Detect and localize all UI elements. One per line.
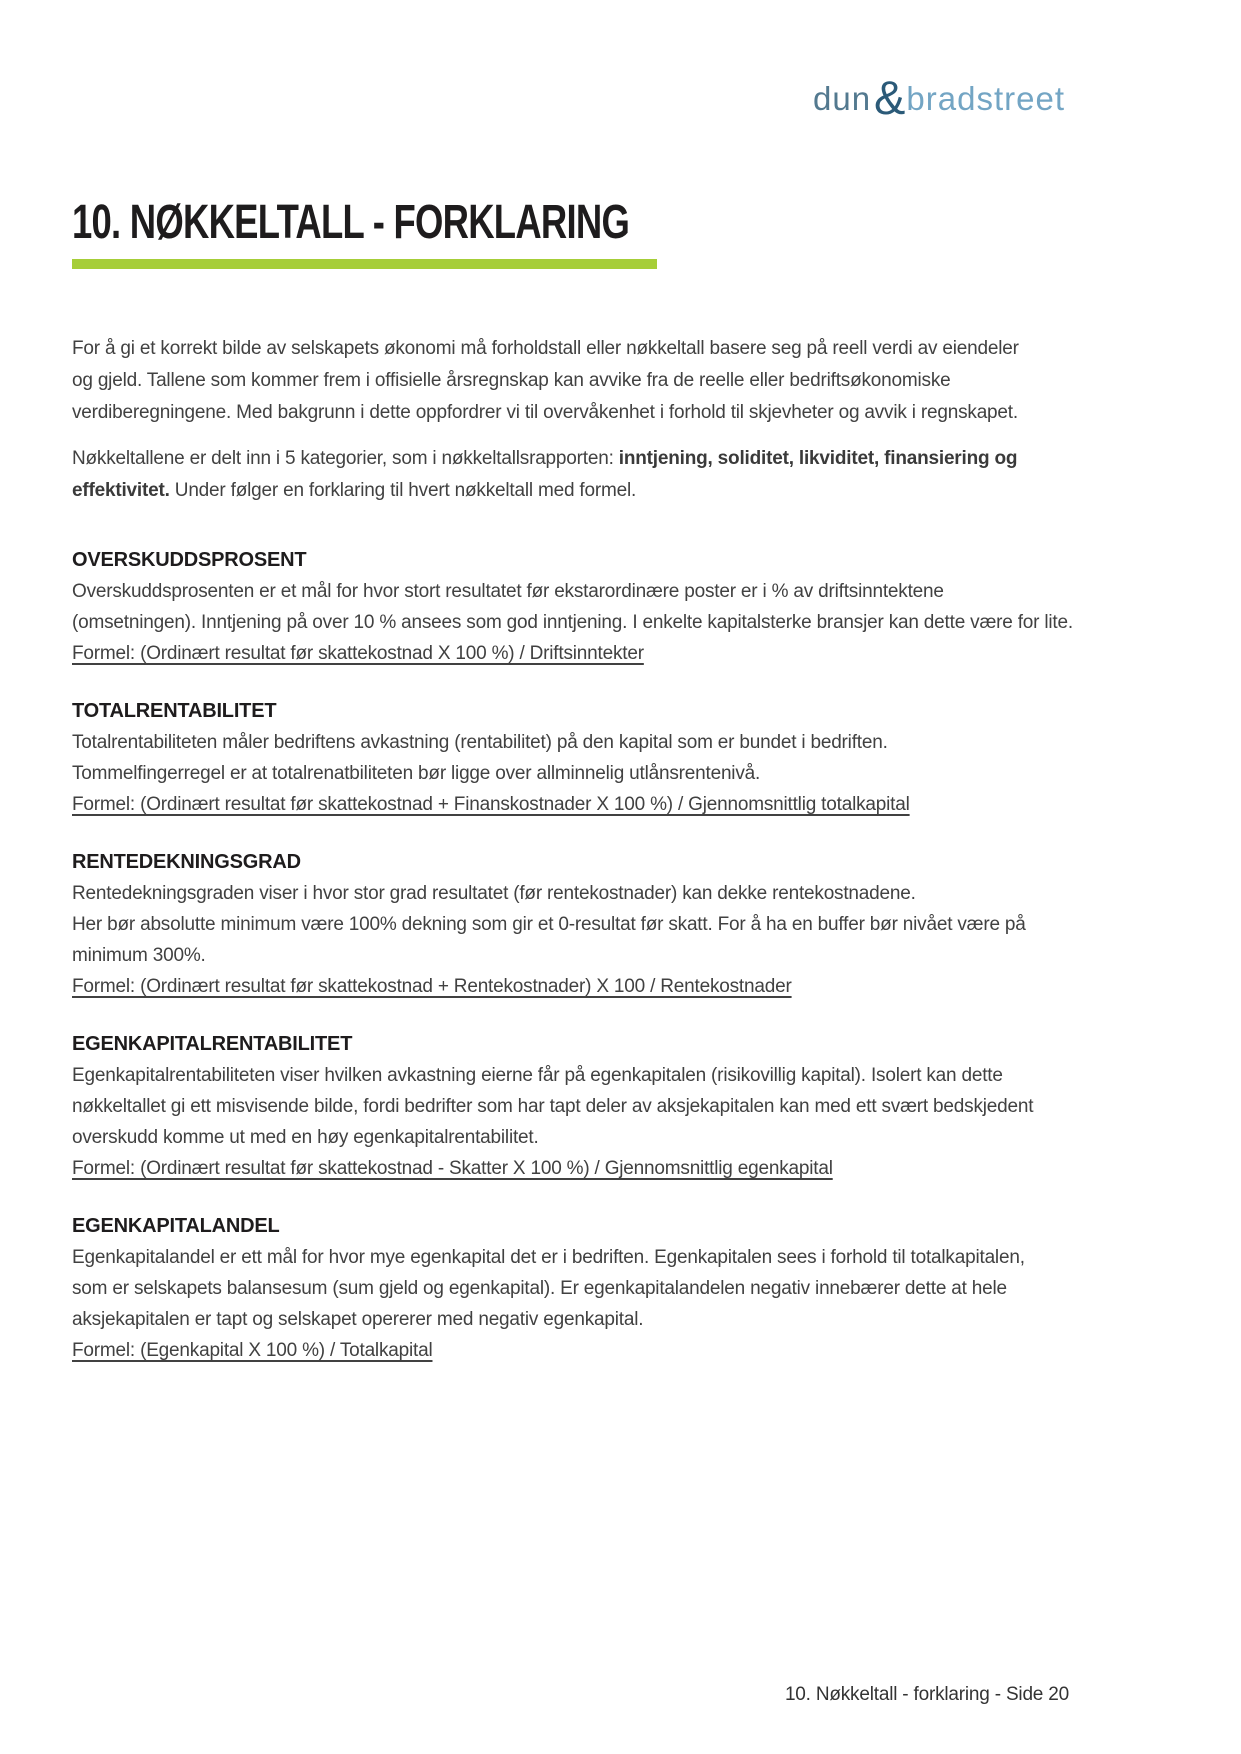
text-line: som er selskapets balansesum (sum gjeld og egenkapital). Er egenkapitalandelen negativ innebærer dette at hele <box>72 1278 1007 1299</box>
section-heading: RENTEDEKNINGSGRAD <box>72 851 301 873</box>
text-run: Under følger en forklaring til hvert nøkkeltall med formel. <box>169 480 637 501</box>
text-run-bold: inntjening, soliditet, likviditet, finansiering og <box>618 448 1018 469</box>
formula-line: Formel: (Ordinært resultat før skattekostnad + Finanskostnader X 100 %) / Gjennomsnittlig totalkapital <box>72 794 910 815</box>
logo-word-bradstreet: bradstreet <box>906 80 1065 117</box>
text-line: Totalrentabiliteten måler bedriftens avkastning (rentabilitet) på den kapital som er bundet i bedriften. <box>72 732 888 753</box>
text-line: overskudd komme ut med en høy egenkapitalrentabilitet. <box>72 1127 539 1148</box>
formula-line: Formel: (Ordinært resultat før skattekostnad - Skatter X 100 %) / Gjennomsnittlig egenkapital <box>72 1158 833 1179</box>
text-line: Rentedekningsgraden viser i hvor stor grad resultatet (før rentekostnader) kan dekke rentekostnadene. <box>72 883 916 904</box>
text-line: minimum 300%. <box>72 945 206 966</box>
section-heading: EGENKAPITALANDEL <box>72 1215 280 1237</box>
text-line: Tommelfingerregel er at totalrenatbiliteten bør ligge over allminnelig utlånsrentenivå. <box>72 763 761 784</box>
text-line: Her bør absolutte minimum være 100% dekning som gir et 0-resultat før skatt. For å ha en buffer bør nivået være på <box>72 914 1026 935</box>
formula-line: Formel: (Egenkapital X 100 %) / Totalkapital <box>72 1340 433 1361</box>
page-title: 10. NØKKELTALL - FORKLARING <box>72 196 630 249</box>
text-run: Nøkkeltallene er delt inn i 5 kategorier, som i nøkkeltallsrapporten: <box>72 448 619 469</box>
section-heading: TOTALRENTABILITET <box>72 700 277 722</box>
text-line: For å gi et korrekt bilde av selskapets økonomi må forholdstall eller nøkkeltall basere seg på reell verdi av eiendeler <box>72 338 1019 359</box>
section-overskuddsprosent <box>72 545 1082 669</box>
text-line: (omsetningen). Inntjening på over 10 % ansees som god inntjening. I enkelte kapitalsterke bransjer kan dette være for lite. <box>72 612 1073 633</box>
logo-word-dun: dun <box>812 80 872 117</box>
text-line: nøkkeltallet gi ett misvisende bilde, fordi bedrifter som har tapt deler av aksjekapitalen kan med ett svært bedskjedent <box>72 1096 1034 1117</box>
section-rentedekningsgrad <box>72 847 1082 1002</box>
section-totalrentabilitet <box>72 696 1082 820</box>
ampersand-icon: & <box>874 71 906 124</box>
text-line: Overskuddsprosenten er et mål for hvor stort resultatet før ekstarordinære poster er i % av driftsinntektene <box>72 581 944 602</box>
intro-paragraph-2 <box>72 443 1082 507</box>
text-line: og gjeld. Tallene som kommer frem i offisielle årsregnskap kan avvike fra de reelle eller bedriftsøkonomiske <box>72 370 951 391</box>
page-footer: 10. Nøkkeltall - forklaring - Side 20 <box>784 1684 1069 1705</box>
document-body <box>72 333 1082 1366</box>
intro-paragraph-1 <box>72 333 1082 429</box>
title-accent-rule <box>72 259 657 269</box>
text-line <box>72 475 1082 507</box>
section-heading: EGENKAPITALRENTABILITET <box>72 1033 353 1055</box>
formula-line: Formel: (Ordinært resultat før skattekostnad X 100 %) / Driftsinntekter <box>72 643 644 664</box>
text-line: Egenkapitalrentabiliteten viser hvilken avkastning eierne får på egenkapitalen (risikovillig kapital). Isolert kan dette <box>72 1065 1003 1086</box>
section-heading: OVERSKUDDSPROSENT <box>72 549 307 571</box>
section-egenkapitalandel <box>72 1211 1082 1366</box>
text-line <box>72 443 1082 475</box>
text-line: verdiberegningene. Med bakgrunn i dette oppfordrer vi til overvåkenhet i forhold til skjevheter og avvik i regnskapet. <box>72 402 1018 423</box>
formula-line: Formel: (Ordinært resultat før skattekostnad + Rentekostnader) X 100 / Rentekostnader <box>72 976 792 997</box>
text-line: aksjekapitalen er tapt og selskapet opererer med negativ egenkapital. <box>72 1309 644 1330</box>
text-line: Egenkapitalandel er ett mål for hvor mye egenkapital det er i bedriften. Egenkapitalen sees i forhold til totalkapitalen, <box>72 1247 1025 1268</box>
dun-bradstreet-logo <box>812 70 1065 124</box>
text-run-bold: effektivitet. <box>72 480 170 501</box>
section-egenkapitalrentabilitet <box>72 1029 1082 1184</box>
